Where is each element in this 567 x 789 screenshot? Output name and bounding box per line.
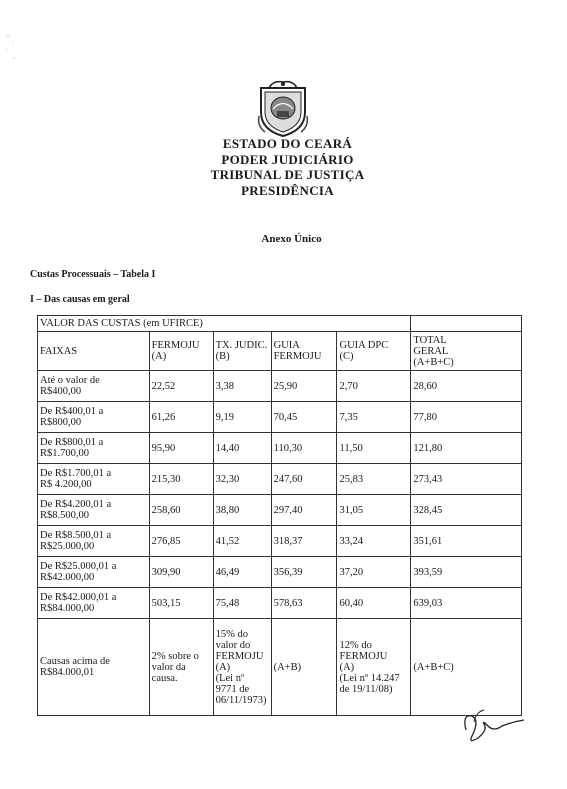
guia-dpc-cell-line: de 19/11/08) xyxy=(339,683,393,695)
range-cell xyxy=(38,619,150,716)
range-cell-line: R$1.700,00 xyxy=(40,448,90,459)
header-total-geral-line: TOTAL xyxy=(413,334,447,346)
table-row xyxy=(38,526,522,557)
guia-dpc-cell-line: 12% do xyxy=(339,639,372,651)
guia-dpc-cell-line: (A) xyxy=(339,661,355,673)
tx-judic-cell: 46,49 xyxy=(213,557,271,588)
header-guia-fermoju-line: GUIA xyxy=(273,340,300,351)
fermoju-cell: 309,90 xyxy=(149,557,213,588)
total-cell-line: (A+B+C) xyxy=(413,661,454,673)
guia-dpc-cell: 60,40 xyxy=(337,588,411,619)
range-cell xyxy=(38,495,150,526)
document-header xyxy=(0,136,567,198)
header-total-geral-line: GERAL xyxy=(413,345,449,357)
range-cell-line: De R$400,01 a xyxy=(40,406,104,417)
table-header-row xyxy=(38,332,522,371)
header-guia-fermoju-line: FERMOJU xyxy=(273,351,322,362)
guia-fermoju-cell: 578,63 xyxy=(271,588,337,619)
range-cell xyxy=(38,464,150,495)
tx-judic-cell: 41,52 xyxy=(213,526,271,557)
range-cell xyxy=(38,371,150,402)
table-caption: VALOR DAS CUSTAS (em UFIRCE) xyxy=(38,316,411,332)
table-row xyxy=(38,557,522,588)
table-row xyxy=(38,371,522,402)
table-caption-row xyxy=(38,316,522,332)
header-guia-fermoju xyxy=(271,332,337,371)
court-name: TRIBUNAL DE JUSTIÇA xyxy=(210,167,365,182)
tx-judic-cell: 75,48 xyxy=(213,588,271,619)
guia-dpc-cell: 2,70 xyxy=(337,371,411,402)
section-subtitle: I – Das causas em geral xyxy=(30,294,130,305)
range-cell-line: R$800,00 xyxy=(40,417,82,428)
range-cell xyxy=(38,588,150,619)
guia-fermoju-cell xyxy=(271,619,337,716)
total-cell: 328,45 xyxy=(411,495,522,526)
range-cell-line: R$84.000,00 xyxy=(40,603,95,614)
guia-dpc-cell: 31,05 xyxy=(337,495,411,526)
guia-dpc-cell: 25,83 xyxy=(337,464,411,495)
range-cell-line: De R$800,01 a xyxy=(40,437,104,448)
tx-judic-cell-line: 9771 de xyxy=(215,683,250,695)
guia-fermoju-cell: 356,39 xyxy=(271,557,337,588)
state-name: ESTADO DO CEARÁ xyxy=(222,136,353,151)
range-cell-line: Até o valor de xyxy=(40,375,100,386)
tx-judic-cell-line: 06/11/1973) xyxy=(215,694,267,706)
table-row xyxy=(38,464,522,495)
annex-title: Anexo Único xyxy=(261,233,322,245)
header-tx-judic xyxy=(213,332,271,371)
state-seal-emblem xyxy=(255,78,311,138)
tx-judic-cell: 14,40 xyxy=(213,433,271,464)
table-row xyxy=(38,588,522,619)
fermoju-cell: 258,60 xyxy=(149,495,213,526)
header-faixas-line: FAIXAS xyxy=(40,345,78,357)
tx-judic-cell: 9,19 xyxy=(213,402,271,433)
range-cell-line: De R$25.000,01 a xyxy=(40,561,117,572)
fermoju-cell: 22,52 xyxy=(149,371,213,402)
guia-dpc-cell: 37,20 xyxy=(337,557,411,588)
range-cell xyxy=(38,557,150,588)
total-cell: 77,80 xyxy=(411,402,522,433)
range-cell-line: R$84.000,01 xyxy=(40,667,95,678)
tx-judic-cell-line: (Lei nº xyxy=(215,672,245,684)
guia-fermoju-cell: 318,37 xyxy=(271,526,337,557)
total-cell: 351,61 xyxy=(411,526,522,557)
range-cell-line: De R$4.200,01 a xyxy=(40,499,112,510)
header-guia-dpc xyxy=(337,332,411,371)
total-cell: 28,60 xyxy=(411,371,522,402)
fermoju-cell: 503,15 xyxy=(149,588,213,619)
tx-judic-cell-line: FERMOJU xyxy=(215,650,264,662)
range-cell-line: R$ 4.200,00 xyxy=(40,479,92,490)
fermoju-cell: 215,30 xyxy=(149,464,213,495)
guia-fermoju-cell-line: (A+B) xyxy=(273,661,302,673)
office-name: PRESIDÊNCIA xyxy=(241,182,334,198)
fermoju-cell: 61,26 xyxy=(149,402,213,433)
guia-dpc-cell: 11,50 xyxy=(337,433,411,464)
guia-dpc-cell: 33,24 xyxy=(337,526,411,557)
fermoju-cell xyxy=(149,619,213,716)
costs-table xyxy=(37,315,522,716)
tx-judic-cell-line: (A) xyxy=(215,661,231,673)
header-tx-judic-line: TX. JUDIC. xyxy=(215,340,268,351)
branch-name: PODER JUDICIÁRIO xyxy=(221,151,354,167)
guia-dpc-cell: 7,35 xyxy=(337,402,411,433)
tx-judic-cell: 32,30 xyxy=(213,464,271,495)
fermoju-cell-line: causa. xyxy=(151,672,178,684)
fermoju-cell-line: 2% sobre o xyxy=(151,650,199,662)
tx-judic-cell-line: valor do xyxy=(215,639,251,651)
header-fermoju-line: FERMOJU xyxy=(151,340,200,351)
guia-dpc-cell-line: FERMOJU xyxy=(339,650,388,662)
range-cell-line: R$8.500,00 xyxy=(40,510,90,521)
handwritten-signature xyxy=(458,700,528,748)
header-total-geral-line: (A+B+C) xyxy=(413,356,454,368)
header-faixas xyxy=(38,332,150,371)
tx-judic-cell: 3,38 xyxy=(213,371,271,402)
scan-speck-marks xyxy=(4,30,18,70)
guia-dpc-cell-line: (Lei nº 14.247 xyxy=(339,672,400,684)
range-cell-line: R$400,00 xyxy=(40,386,82,397)
header-fermoju-line: (A) xyxy=(151,351,167,362)
range-cell-line: Causas acima de xyxy=(40,656,110,667)
guia-fermoju-cell: 70,45 xyxy=(271,402,337,433)
guia-fermoju-cell: 297,40 xyxy=(271,495,337,526)
table-row xyxy=(38,433,522,464)
guia-fermoju-cell: 25,90 xyxy=(271,371,337,402)
fermoju-cell-line: valor da xyxy=(151,661,186,673)
range-cell-line: De R$8.500,01 a xyxy=(40,530,112,541)
section-title: Custas Processuais – Tabela I xyxy=(30,269,156,280)
table-caption-blank-cell xyxy=(411,316,522,332)
header-guia-dpc-line: GUIA DPC xyxy=(339,340,389,351)
table-row-above-limit xyxy=(38,619,522,716)
guia-fermoju-cell: 247,60 xyxy=(271,464,337,495)
range-cell-line: De R$1.700,01 a xyxy=(40,468,112,479)
fermoju-cell: 276,85 xyxy=(149,526,213,557)
range-cell-line: R$25.000,00 xyxy=(40,541,95,552)
total-cell: 639,03 xyxy=(411,588,522,619)
range-cell xyxy=(38,433,150,464)
header-fermoju xyxy=(149,332,213,371)
table-row xyxy=(38,495,522,526)
table-row xyxy=(38,402,522,433)
guia-dpc-cell xyxy=(337,619,411,716)
header-tx-judic-line: (B) xyxy=(215,351,230,362)
total-cell: 393,59 xyxy=(411,557,522,588)
total-cell: 121,80 xyxy=(411,433,522,464)
range-cell-line: De R$42.000,01 a xyxy=(40,592,117,603)
tx-judic-cell-line: 15% do xyxy=(215,628,248,640)
fermoju-cell: 95,90 xyxy=(149,433,213,464)
range-cell-line: R$42.000,00 xyxy=(40,572,95,583)
tx-judic-cell: 38,80 xyxy=(213,495,271,526)
guia-fermoju-cell: 110,30 xyxy=(271,433,337,464)
range-cell xyxy=(38,526,150,557)
header-guia-dpc-line: (C) xyxy=(339,351,354,362)
total-cell: 273,43 xyxy=(411,464,522,495)
tx-judic-cell xyxy=(213,619,271,716)
header-total-geral xyxy=(411,332,522,371)
range-cell xyxy=(38,402,150,433)
